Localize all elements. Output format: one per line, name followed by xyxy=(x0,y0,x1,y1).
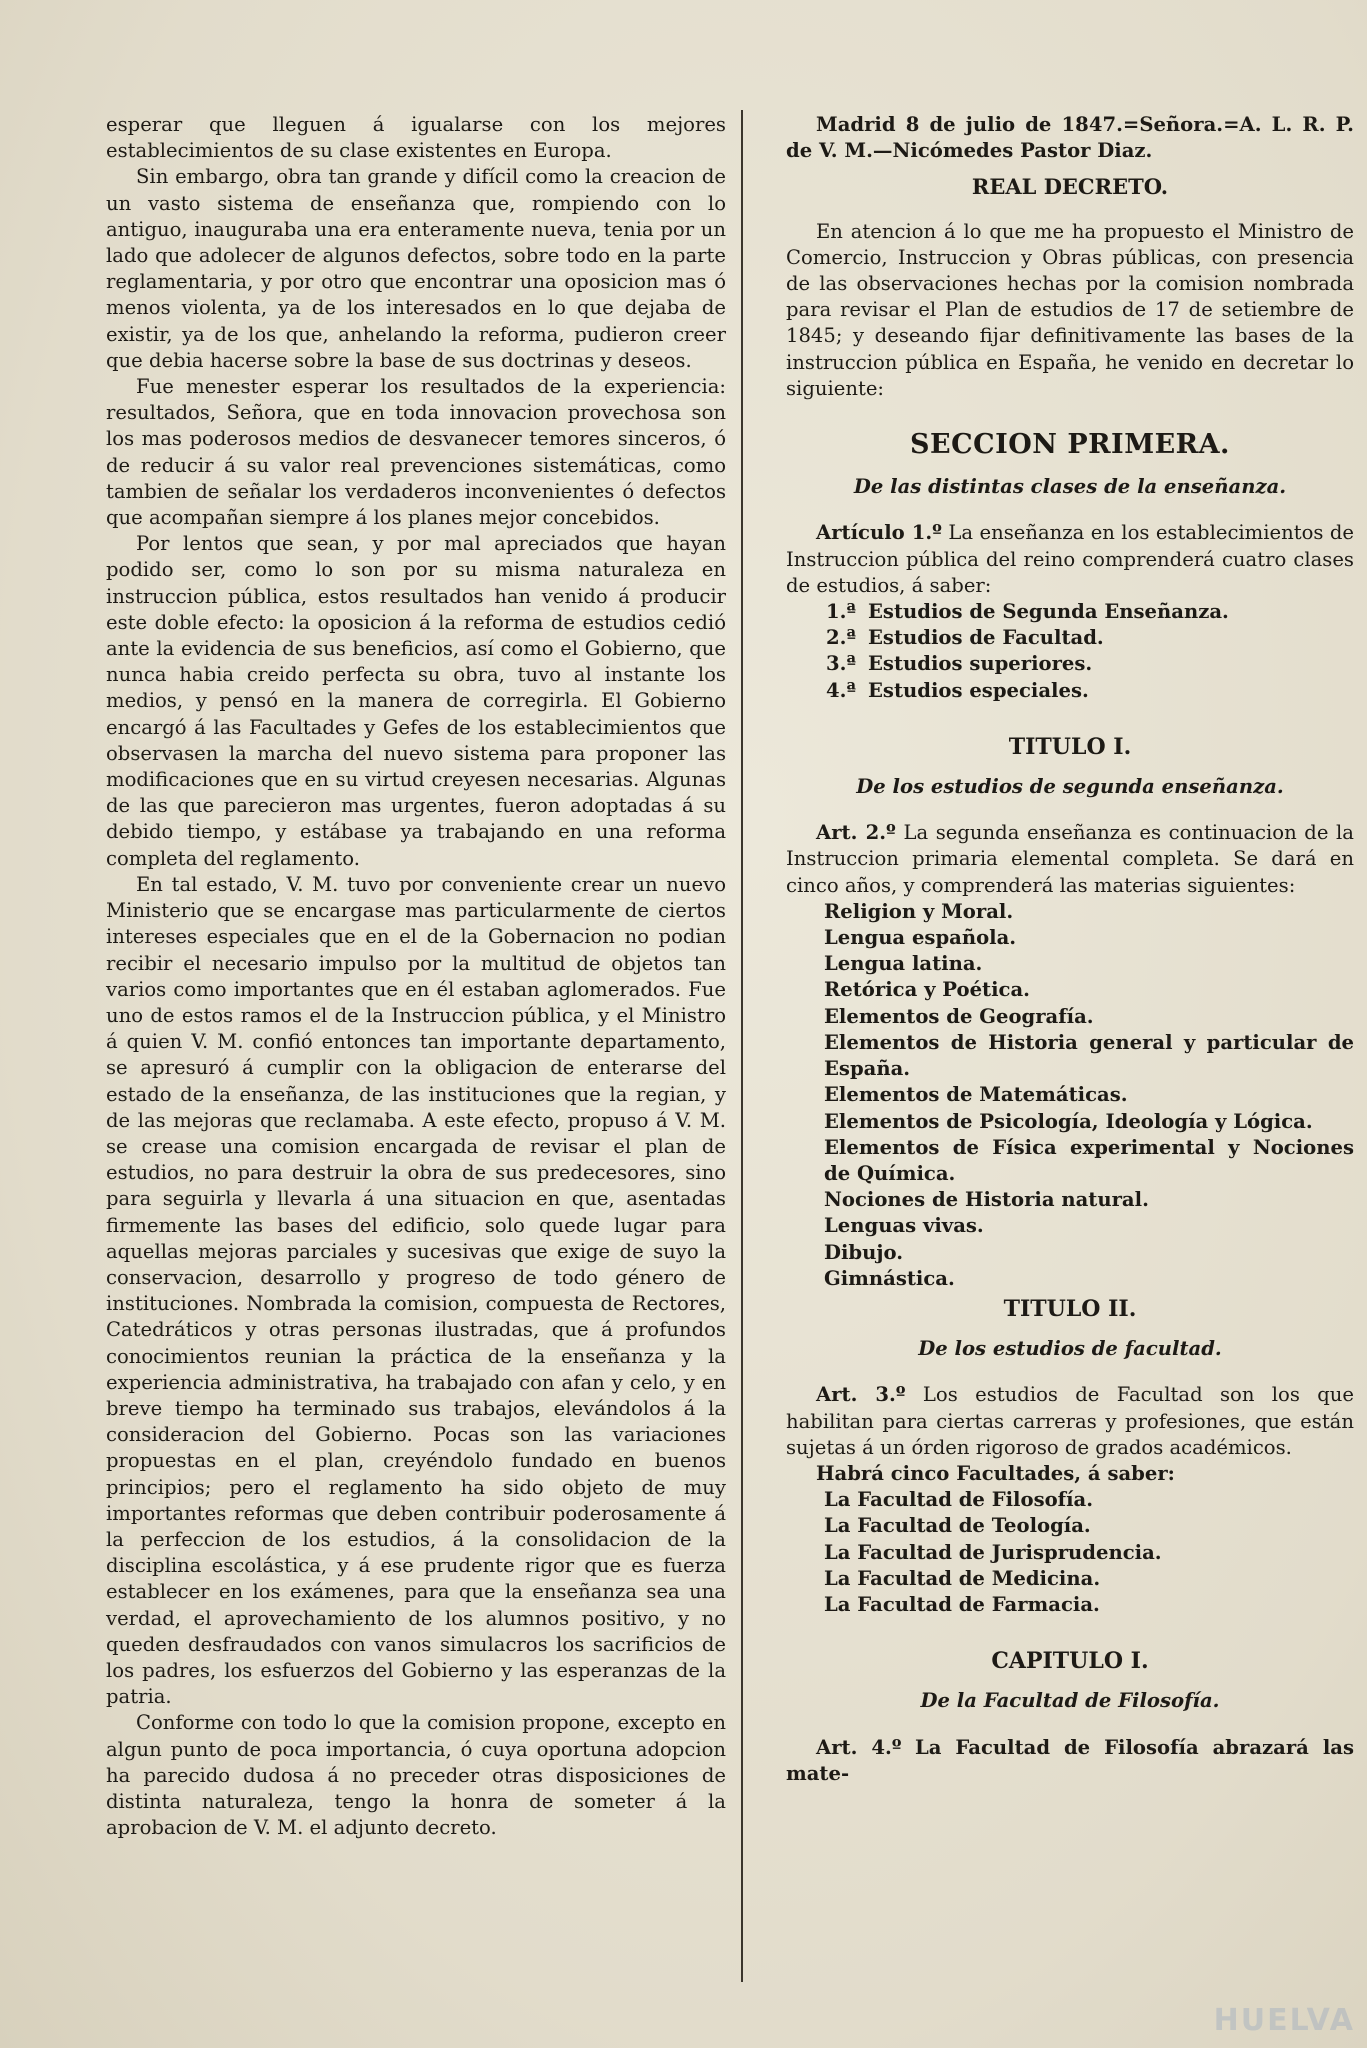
archive-watermark: HUELVA xyxy=(1213,2003,1355,2038)
article-1-list xyxy=(786,599,1354,704)
article-1 xyxy=(786,520,1354,599)
column-divider xyxy=(741,110,743,1982)
article-4-lead: Art. 4.º xyxy=(816,1735,902,1759)
list-item: Religion y Moral. xyxy=(824,899,1014,923)
paragraph-6: Conforme con todo lo que la comision propone, excepto en algun punto de poca importancia, ó cuya oportuna adopcion ha parecido dudosa á no preceder otras disposiciones de distinta naturaleza, tengo la honra de someter á la aprobacion de V. M. el adjunto decreto. xyxy=(106,1711,726,1840)
title-2: TITULO II. xyxy=(1003,1295,1137,1322)
list-item: Dibujo. xyxy=(824,1240,904,1264)
decree-intro: En atencion á lo que me ha propuesto el Ministro de Comercio, Instruccion y Obras públicas, con presencia de las observaciones hechas por la comision nombrada para revisar el Plan de estudios de 17 de setiembre de 1845; y deseando fijar definitivamente las bases de la instruccion pública en España, he venido en decretar lo siguiente: xyxy=(786,219,1354,400)
list-item xyxy=(786,599,1354,625)
article-4-text: La Facultad de Filosofía abrazará las mate- xyxy=(786,1735,1354,1785)
list-number: 3.ª xyxy=(826,652,856,676)
decree-title: REAL DECRETO. xyxy=(971,174,1169,200)
list-label: Estudios de Facultad. xyxy=(868,626,1104,650)
list-item: La Facultad de Jurisprudencia. xyxy=(824,1540,1162,1564)
article-1-lead: Artículo 1.º xyxy=(816,521,942,545)
list-item: La Facultad de Filosofía. xyxy=(824,1488,1094,1512)
list-item: Elementos de Matemáticas. xyxy=(824,1083,1128,1107)
paragraph-3: Fue menester esperar los resultados de la experiencia: resultados, Señora, que en toda innovacion provechosa son los mas poderosos medios de desvanecer temores sinceros, ó de reducir á su valor real prevenciones sistemáticas, como tambien de señalar los verdaderos inconvenientes ó defectos que acompañan siempre á los planes mejor concebidos. xyxy=(106,375,726,530)
list-number: 4.ª xyxy=(826,678,856,702)
dateline-signature: Madrid 8 de julio de 1847.=Señora.=A. L. R. P. de V. M.—Nicómedes Pastor Diaz. xyxy=(786,113,1354,163)
list-label: Estudios de Segunda Enseñanza. xyxy=(868,600,1229,624)
list-number: 1.ª xyxy=(826,600,856,624)
paragraph-1: esperar que lleguen á igualarse con los mejores establecimientos de su clase existentes en Europa. xyxy=(106,113,726,163)
right-column xyxy=(786,112,1354,1787)
list-item: Gimnástica. xyxy=(824,1266,955,1290)
article-3 xyxy=(786,1382,1354,1461)
article-3-list xyxy=(786,1487,1354,1618)
title-1: TITULO I. xyxy=(1008,733,1132,760)
list-item xyxy=(786,625,1354,651)
chapter-1-subtitle: De la Facultad de Filosofía. xyxy=(920,1689,1220,1713)
list-item xyxy=(786,651,1354,677)
article-2-text: La segunda enseñanza es continuacion de la Instruccion primaria elemental completa. Se dará en cinco años, y comprenderá las materias siguientes: xyxy=(786,821,1354,897)
article-2-list xyxy=(786,899,1354,1292)
article-3-intro: Habrá cinco Facultades, á saber: xyxy=(816,1461,1175,1485)
list-item: La Facultad de Farmacia. xyxy=(824,1592,1100,1616)
list-item: Lenguas vivas. xyxy=(824,1214,984,1238)
article-4 xyxy=(786,1735,1354,1787)
list-item: Lengua latina. xyxy=(824,952,983,976)
list-item: La Facultad de Medicina. xyxy=(824,1566,1101,1590)
article-1-text: La enseñanza en los establecimientos de Instruccion pública del reino comprenderá cuatro clases de estudios, á saber: xyxy=(786,521,1355,597)
list-item: Elementos de Historia general y particular de España. xyxy=(824,1030,1354,1081)
title-2-subtitle: De los estudios de facultad. xyxy=(918,1337,1222,1361)
article-2-lead: Art. 2.º xyxy=(816,821,896,845)
section-subtitle: De las distintas clases de la enseñanza. xyxy=(853,475,1287,499)
article-2 xyxy=(786,820,1354,899)
list-number: 2.ª xyxy=(826,626,856,650)
section-title: SECCION PRIMERA. xyxy=(910,429,1230,461)
paragraph-4: Por lentos que sean, y por mal apreciados que hayan podido ser, como lo son por su misma naturaleza en instruccion pública, estos resultados han venido á producir este doble efecto: la oposicion á la reforma de estudios cedió ante la evidencia de sus beneficios, así como el Gobierno, que nunca habia creido perfecta su obra, tuvo al instante los medios, y pensó en la manera de corregirla. El Gobierno encargó á las Facultades y Gefes de los establecimientos que observasen la marcha del nuevo sistema para proponer las modificaciones que en su virtud creyesen necesarias. Algunas de las que parecieron mas urgentes, fueron adoptadas á su debido tiempo, y estábase ya trabajando en una reforma completa del reglamento. xyxy=(106,532,726,870)
left-column xyxy=(106,112,726,1841)
list-item: Lengua española. xyxy=(824,926,1017,950)
list-label: Estudios especiales. xyxy=(868,678,1089,702)
paragraph-5: En tal estado, V. M. tuvo por conveniente crear un nuevo Ministerio que se encargase mas particularmente de ciertos intereses especiales que en el de la Gobernacion no podian recibir el necesario impulso por la multitud de objetos tan varios como importantes que en él estaban aglomerados. Fue uno de estos ramos el de la Instruccion pública, y el Ministro á quien V. M. confió entonces tan importante departamento, se apresuró á cumplir con la obligacion de enterarse del estado de la enseñanza, de las instituciones que la regian, y de las mejoras que reclamaba. A este efecto, propuso á V. M. se crease una comision encargada de revisar el plan de estudios, no para destruir la obra de sus predecesores, sino para seguirla y llevarla á una situacion en que, asentadas firmemente las bases del edificio, solo quede lugar para aquellas mejoras parciales y sucesivas que exige de suyo la conservacion, desarrollo y progreso de todo género de instituciones. Nombrada la comision, compuesta de Rectores, Catedráticos y otras personas ilustradas, que á profundos conocimientos reunian la práctica de la enseñanza y la experiencia administrativa, ha trabajado con afan y celo, y en breve tiempo ha terminado sus trabajos, elevándolos á la consideracion del Gobierno. Pocas son las variaciones propuestas en el plan, creyéndolo fundado en buenos principios; pero el reglamento ha sido objeto de muy importantes reformas que deben contribuir poderosamente á la perfeccion de los estudios, á la consolidacion de la disciplina escolástica, y á ese prudente rigor que es fuerza establecer en los exámenes, para que la enseñanza sea una verdad, el aprovechamiento de los alumnos positivo, y no queden desfraudados con vanos simulacros los sacrificios de los padres, los esfuerzos del Gobierno y las esperanzas de la patria. xyxy=(106,872,726,1709)
list-item xyxy=(786,678,1354,704)
chapter-1: CAPITULO I. xyxy=(991,1648,1149,1675)
list-item: La Facultad de Teología. xyxy=(824,1514,1091,1538)
list-item: Nociones de Historia natural. xyxy=(824,1188,1149,1212)
list-label: Estudios superiores. xyxy=(868,652,1093,676)
list-item: Elementos de Psicología, Ideología y Lógica. xyxy=(824,1109,1313,1133)
title-1-subtitle: De los estudios de segunda enseñanza. xyxy=(856,775,1284,799)
article-3-lead: Art. 3.º xyxy=(816,1383,906,1407)
paragraph-2: Sin embargo, obra tan grande y difícil como la creacion de un vasto sistema de enseñanza que, rompiendo con lo antiguo, inauguraba una era enteramente nueva, tenia por un lado que adolecer de algunos defectos, sobre todo en la parte reglamentaria, y por otro que encontrar una oposicion mas ó menos violenta, ya de los interesados en lo que dejaba de existir, ya de los que, anhelando la reforma, pudieron creer que debia hacerse sobre la base de sus doctrinas y deseos. xyxy=(106,165,726,372)
list-item: Elementos de Física experimental y Nociones de Química. xyxy=(824,1135,1354,1185)
list-item: Retórica y Poética. xyxy=(824,978,1030,1002)
list-item: Elementos de Geografía. xyxy=(824,1004,1094,1028)
article-3-text: Los estudios de Facultad son los que habilitan para ciertas carreras y profesiones, que están sujetas á un órden rigoroso de grados académicos. xyxy=(786,1383,1354,1459)
